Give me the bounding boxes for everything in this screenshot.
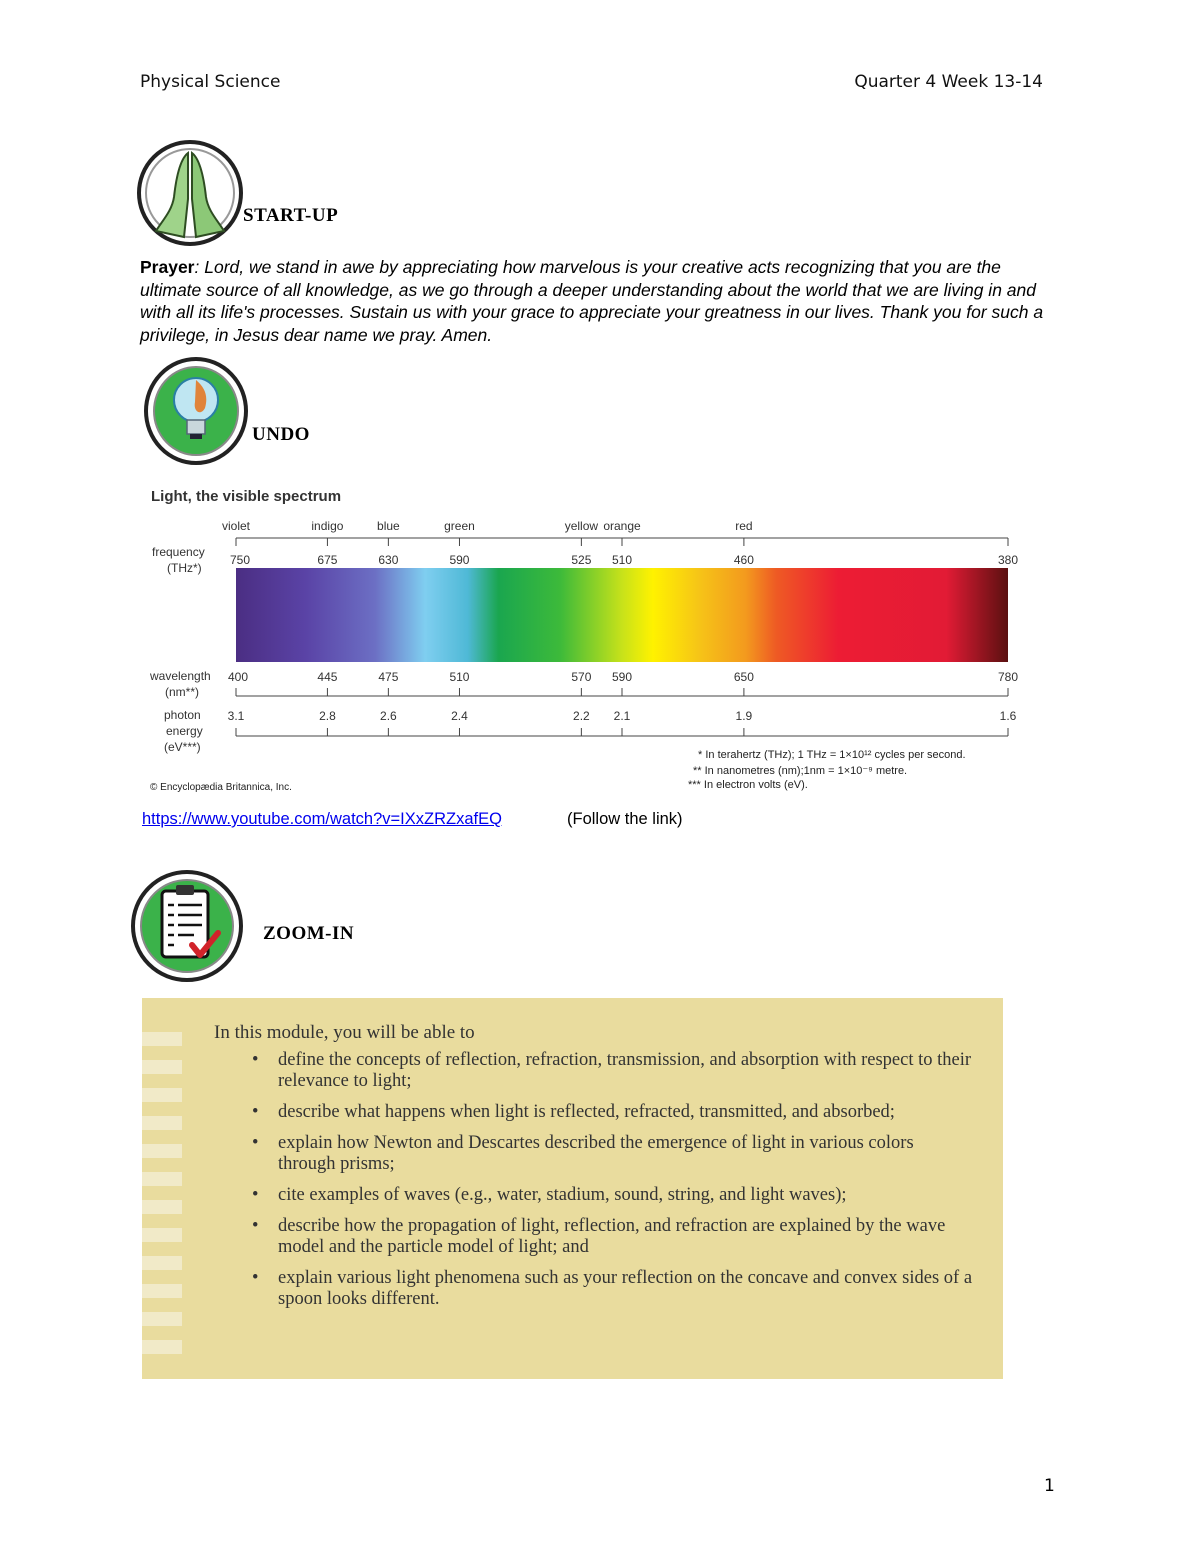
wavelength-tick-label: 400 (227, 670, 249, 684)
lightbulb-brain-icon (143, 356, 249, 466)
bullet-icon: • (252, 1185, 259, 1205)
header-right: Quarter 4 Week 13-14 (854, 72, 1043, 92)
color-name-label: indigo (311, 519, 344, 533)
objective-text: describe what happens when light is reflected, refracted, transmitted, and absorbed; (278, 1102, 895, 1122)
checklist-clipboard-icon (130, 869, 244, 983)
energy-tick-label: 3.1 (227, 709, 245, 723)
energy-tick-label: 2.4 (451, 709, 468, 723)
frequency-tick-label: 630 (378, 553, 399, 567)
wavelength-tick-label: 445 (317, 670, 338, 684)
wavelength-tick-label: 475 (378, 670, 399, 684)
prayer-text: : Lord, we stand in awe by appreciating how marvelous is your creative acts recognizing that you are the ultimate source of all knowledge, as we go through a deeper understanding about the world that we are living in and with all its life's processes. Sustain us with your grace to appreciate your greatness in our lives. Thank you for such a privilege, in Jesus dear name we pray. Amen. (140, 257, 1044, 345)
color-name-label: red (735, 519, 753, 533)
undo-title: UNDO (252, 424, 310, 445)
objective-text: describe how the propagation of light, reflection, and refraction are explained by the wave model and the particle model of light; and (278, 1216, 946, 1257)
frequency-unit-label: (THz*) (167, 561, 202, 575)
footnote-3: *** In electron volts (eV). (688, 779, 808, 791)
color-name-label: orange (603, 519, 641, 533)
praying-hands-icon (136, 139, 244, 247)
color-name-label: green (444, 519, 475, 533)
bullet-icon: • (252, 1133, 259, 1153)
bullet-icon: • (252, 1216, 259, 1236)
startup-title: START-UP (243, 205, 339, 226)
wavelength-tick-label: 780 (997, 670, 1019, 684)
wavelength-tick-label: 590 (611, 670, 633, 684)
energy-unit-label: (eV***) (164, 740, 201, 754)
objective-text: define the concepts of reflection, refraction, transmission, and absorption with respect to their relevance to light; (278, 1050, 972, 1091)
zoomin-title: ZOOM-IN (263, 923, 355, 944)
list-item (214, 1102, 973, 1123)
module-objectives-box (142, 998, 1003, 1379)
energy-tick-label: 1.9 (735, 709, 753, 723)
objective-text: cite examples of waves (e.g., water, stadium, sound, string, and light waves); (278, 1185, 847, 1205)
header-left: Physical Science (140, 72, 281, 92)
objectives-list (214, 1050, 973, 1310)
wavelength-unit-label: (nm**) (165, 685, 200, 699)
energy-label: energy (166, 724, 203, 738)
footnote-2: ** In nanometres (nm);1nm = 1×10⁻⁹ metre. (693, 765, 908, 777)
prayer-label: Prayer (140, 257, 195, 277)
frequency-label: frequency (152, 545, 205, 559)
energy-tick-label: 1.6 (999, 709, 1017, 723)
module-intro: In this module, you will be able to (214, 1022, 475, 1043)
frequency-tick-label: 460 (733, 553, 754, 567)
wavelength-label: wavelength (150, 669, 211, 683)
frequency-tick-label: 675 (317, 553, 338, 567)
objective-text: explain how Newton and Descartes described the emergence of light in various colors through prisms; (278, 1133, 914, 1174)
list-item (214, 1268, 973, 1310)
follow-link-note: (Follow the link) (567, 810, 683, 828)
color-name-label: violet (221, 519, 251, 533)
bullet-icon: • (252, 1102, 259, 1122)
energy-tick-label: 2.2 (573, 709, 590, 723)
wavelength-tick-label: 510 (449, 670, 470, 684)
energy-tick-label: 2.1 (613, 709, 631, 723)
bullet-icon: • (252, 1050, 259, 1070)
wavelength-tick-label: 570 (571, 670, 592, 684)
frequency-tick-label: 525 (571, 553, 592, 567)
frequency-tick-label: 380 (997, 553, 1019, 567)
list-item (214, 1050, 973, 1092)
bullet-icon: • (252, 1268, 259, 1288)
figure-credit: © Encyclopædia Britannica, Inc. (150, 782, 292, 793)
energy-tick-label: 2.8 (319, 709, 336, 723)
objective-text: explain various light phenomena such as your reflection on the concave and convex sides of a spoon looks different. (278, 1268, 973, 1309)
photon-label: photon (164, 708, 201, 722)
page-number: 1 (1044, 1476, 1055, 1496)
frequency-tick-label: 510 (611, 553, 633, 567)
spectrum-gradient-bar (236, 568, 1008, 662)
frequency-tick-label: 750 (229, 553, 251, 567)
wavelength-tick-label: 650 (733, 670, 754, 684)
spectrum-title: Light, the visible spectrum (151, 488, 342, 505)
list-item (214, 1216, 973, 1258)
list-item (214, 1185, 973, 1206)
color-name-label: yellow (564, 519, 599, 533)
list-item (214, 1133, 973, 1175)
frequency-tick-label: 590 (449, 553, 470, 567)
energy-tick-label: 2.6 (380, 709, 397, 723)
youtube-link[interactable]: https://www.youtube.com/watch?v=IXxZRZxafEQ (142, 810, 502, 828)
prayer-paragraph (140, 256, 1065, 346)
color-name-label: blue (377, 519, 400, 533)
footnote-1: * In terahertz (THz); 1 THz = 1×10¹² cycles per second. (698, 749, 966, 761)
